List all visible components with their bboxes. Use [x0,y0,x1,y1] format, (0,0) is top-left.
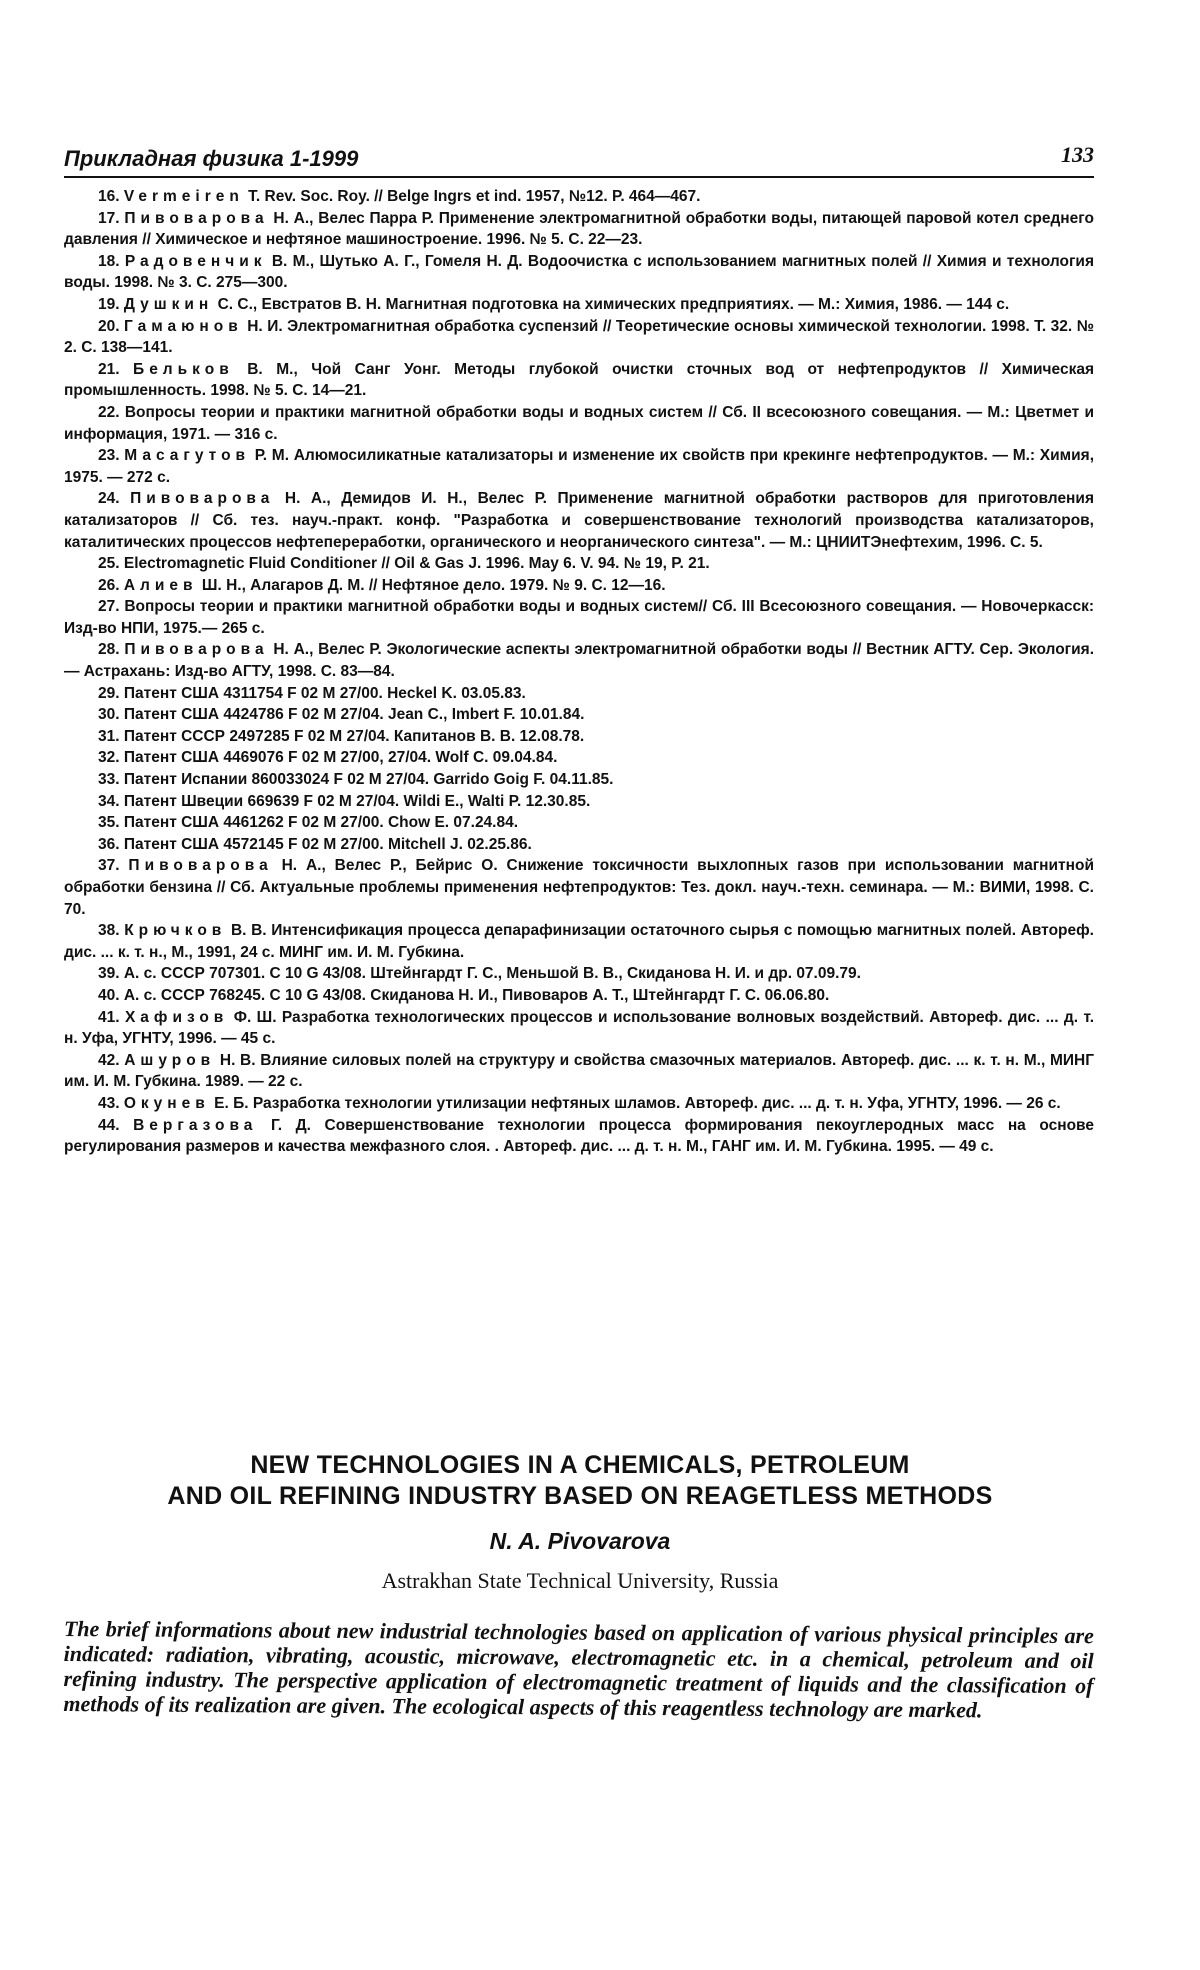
reference-text: В. М., Шутько А. Г., Гомеля Н. Д. Водоочистка с использованием магнитных полей // Химия и технология воды. 1998. № 3. С. 275—300. [64,252,1094,292]
reference-item [64,1007,1094,1050]
reference-item [64,812,1094,834]
reference-text: В. В. Интенсификация процесса депарафинизации остаточного сырья с помощью магнитных полей. Автореф. дис. ... к. т. н., М., 1991, 24 с. МИНГ им. И. М. Губкина. [64,922,1094,961]
reference-text: Вопросы теории и практики магнитной обработки воды и водных систем// Сб. III Всесоюзного совещания. — Новочеркасск: Изд-во НПИ, 1975.— 265 с. [64,598,1094,637]
reference-number: 44. [98,1116,134,1134]
reference-author: Окунев [123,1094,210,1112]
reference-text: Р. М. Алюмосиликатные катализаторы и изменение их свойств при крекинге нефтепродуктов. — М.: Химия, 1975. — 272 с. [64,447,1094,486]
reference-number: 36. [98,835,124,853]
reference-number: 18. [98,252,125,270]
reference-number: 33. [98,771,124,789]
reference-author: Vermeiren [123,188,244,205]
reference-number: 16. [98,188,124,205]
article-author: N. A. Pivovarova [489,1528,671,1554]
reference-author: Хафизов [124,1008,229,1026]
reference-item [64,1093,1094,1115]
reference-author: Крючков [124,922,227,940]
reference-item [64,575,1094,597]
reference-text: Патент США 4461262 F 02 M 27/00. Chow E. 07.24.84. [123,814,519,832]
reference-author: Пивоварова [128,857,273,875]
reference-text: Н. А., Демидов И. Н., Велес Р. Применение магнитной обработки растворов для приготовления катализаторов // Сб. тез. науч.-практ. конф. "Разработка и совершенствование технологий производства катализаторов, каталитических процессов нефтепереработки, органического и неорганического синтеза". — М.: ЦНИИТЭнефтехим, 1996. С. 5. [64,490,1094,551]
reference-item [64,553,1094,575]
reference-item [64,683,1094,705]
reference-text: Патент США 4572145 F 02 M 27/00. Mitchell J. 02.25.86. [123,835,532,853]
reference-text: Патент Испании 860033024 F 02 M 27/04. Garrido Goig F. 04.11.85. [123,771,614,789]
reference-number: 40. [98,986,124,1004]
reference-number: 27. [98,598,125,616]
reference-number: 37. [98,857,129,875]
reference-author: Алиев [123,576,198,594]
reference-text: Е. Б. Разработка технологии утилизации нефтяных шламов. Автореф. дис. ... д. т. н. Уфа, УГНТУ, 1996. — 26 с. [209,1094,1061,1112]
reference-author: Ашуров [124,1051,216,1069]
reference-text: Патент США 4311754 F 02 M 27/00. Heckel K. 03.05.83. [123,684,526,702]
reference-number: 30. [98,706,124,724]
reference-number: 29. [98,684,124,702]
reference-text: T. Rev. Soc. Roy. // Belge Ingrs et ind. 1957, №12. P. 464—467. [243,188,701,205]
reference-item [64,920,1094,963]
reference-item [64,726,1094,748]
reference-item [64,445,1094,488]
reference-text: Ш. Н., Алагаров Д. М. // Нефтяное дело. 1979. № 9. С. 12—16. [197,576,666,594]
article-title [40,1450,1120,1512]
running-header [64,142,1094,178]
reference-number: 24. [98,490,131,508]
reference-author: Масагутов [124,447,251,465]
reference-author: Бельков [133,360,234,378]
reference-author: Пивоварова [124,641,269,659]
reference-number: 34. [98,792,124,810]
reference-text: В. М., Чой Санг Уонг. Методы глубокой очистки сточных вод от нефтепродуктов // Химическая промышленность. 1998. № 5. С. 14—21. [64,360,1094,400]
reference-item [64,488,1094,553]
reference-item [64,251,1094,294]
article-abstract: The brief informations about new industrial technologies based on application of various physical principles are indicated: radiation, vibrating, acoustic, microwave, electromagnetic etc. in a chemical, petroleum and oil refining industry. The perspective application of electromagnetic treatment of liquids and the classification of methods of its realization are given. The ecological aspects of this reagentless technology are marked. [63,1616,1094,1723]
reference-item [64,402,1094,445]
reference-item [64,316,1094,359]
reference-text: Н. И. Электромагнитная обработка суспензий // Теоретические основы химической технологии. 1998. Т. 32. № 2. С. 138—141. [64,317,1094,357]
reference-item [64,1050,1094,1093]
reference-item [64,747,1094,769]
article-title-line-2: AND OIL REFINING INDUSTRY BASED ON REAGETLESS METHODS [167,1482,993,1510]
reference-text: Патент СССР 2497285 F 02 M 27/04. Капитанов В. В. 12.08.78. [123,727,585,745]
reference-item [64,294,1094,316]
reference-item [64,596,1094,639]
reference-item [64,985,1094,1007]
reference-item [64,186,1094,208]
reference-author: Радовенчик [124,252,267,270]
reference-number: 20. [98,317,125,335]
reference-number: 38. [98,922,125,940]
reference-text: Патент США 4469076 F 02 M 27/00, 27/04. Wolf C. 09.04.84. [123,749,558,767]
reference-number: 23. [98,447,125,465]
page-number: 133 [1061,142,1094,167]
reference-text: Н. А., Велес Р., Бейрис О. Снижение токсичности выхлопных газов при использовании магнитной обработки бензина // Сб. Актуальные проблемы применения нефтепродуктов: Тез. докл. науч.-техн. семинара. — М.: ВИМИ, 1998. С. 70. [64,857,1094,918]
journal-title: Прикладная физика 1-1999 [64,146,359,171]
reference-number: 19. [98,295,124,313]
reference-item [64,963,1094,985]
reference-text: Вопросы теории и практики магнитной обработки воды и водных систем // Сб. II всесоюзного совещания. — М.: Цветмет и информация, 1971. — 316 с. [64,403,1094,443]
reference-number: 28. [98,641,125,659]
reference-item [64,359,1094,402]
reference-item [64,704,1094,726]
reference-author: Гамаюнов [124,317,243,335]
reference-text: С. С., Евстратов В. Н. Магнитная подготовка на химических предприятиях. — М.: Химия, 1986. — 144 с. [213,295,1010,313]
reference-item [64,834,1094,856]
reference-item [64,791,1094,813]
reference-number: 25. [98,555,124,573]
reference-number: 42. [98,1051,125,1069]
reference-item [64,1115,1094,1158]
reference-text: Electromagnetic Fluid Conditioner // Oil & Gas J. 1996. May 6. V. 94. № 19, P. 21. [123,555,710,573]
reference-number: 22. [98,403,125,421]
reference-text: Патент США 4424786 F 02 M 27/04. Jean C., Imbert F. 10.01.84. [123,706,585,724]
reference-number: 31. [98,727,124,745]
reference-text: Н. В. Влияние силовых полей на структуру и свойства смазочных материалов. Автореф. дис. ... к. т. н. М., МИНГ им. И. М. Губкина. 1989. — 22 с. [64,1051,1094,1091]
reference-number: 17. [98,209,125,227]
reference-number: 32. [98,749,124,767]
reference-text: Ф. Ш. Разработка технологических процессов и использование волновых воздействий. Автореф. дис. ... д. т. н. Уфа, УГНТУ, 1996. — 45 с. [64,1008,1094,1048]
reference-author: Вергазова [133,1116,258,1134]
reference-list [64,186,1094,1158]
reference-text: Патент Швеции 669639 F 02 M 27/04. Wildi E., Walti P. 12.30.85. [123,792,591,810]
reference-author: Пивоварова [130,490,275,508]
reference-text: Н. А., Велес Парра Р. Применение электромагнитной обработки воды, питающей паровой котел среднего давления // Химическое и нефтяное машиностроение. 1996. № 5. С. 22—23. [64,209,1094,249]
reference-author: Душкин [123,295,214,313]
reference-text: Г. Д. Совершенствование технологии процесса формирования пекоуглеродных масс на основе регулирования размеров и качества межфазного слоя. . Автореф. дис. ... д. т. н. М., ГАНГ им. И. М. Губкина. 1995. — 49 с. [64,1116,1095,1156]
reference-number: 35. [98,814,124,832]
reference-number: 41. [98,1008,125,1026]
reference-text: Н. А., Велес Р. Экологические аспекты электромагнитной обработки воды // Вестник АГТУ. Сер. Экология.— Астрахань: Изд-во АГТУ, 1998. С. 83—84. [64,641,1094,681]
article-title-line-1: NEW TECHNOLOGIES IN A CHEMICALS, PETROLEUM [250,1451,910,1479]
article-affiliation: Astrakhan State Technical University, Russia [381,1568,779,1593]
reference-text: А. с. СССР 707301. С 10 G 43/08. Штейнгардт Г. С., Меньшой В. В., Скиданова Н. И. и др. 07.09.79. [123,965,861,983]
reference-number: 43. [98,1094,124,1112]
reference-author: Пивоварова [124,209,269,227]
reference-number: 39. [98,965,124,983]
reference-item [64,208,1094,251]
reference-text: А. с. СССР 768245. С 10 G 43/08. Скиданова Н. И., Пивоваров А. Т., Штейнгардт Г. С. 06.06.80. [123,986,830,1004]
reference-item [64,639,1094,682]
reference-number: 21. [98,360,134,378]
reference-number: 26. [98,576,124,594]
reference-item [64,769,1094,791]
reference-item [64,855,1094,920]
